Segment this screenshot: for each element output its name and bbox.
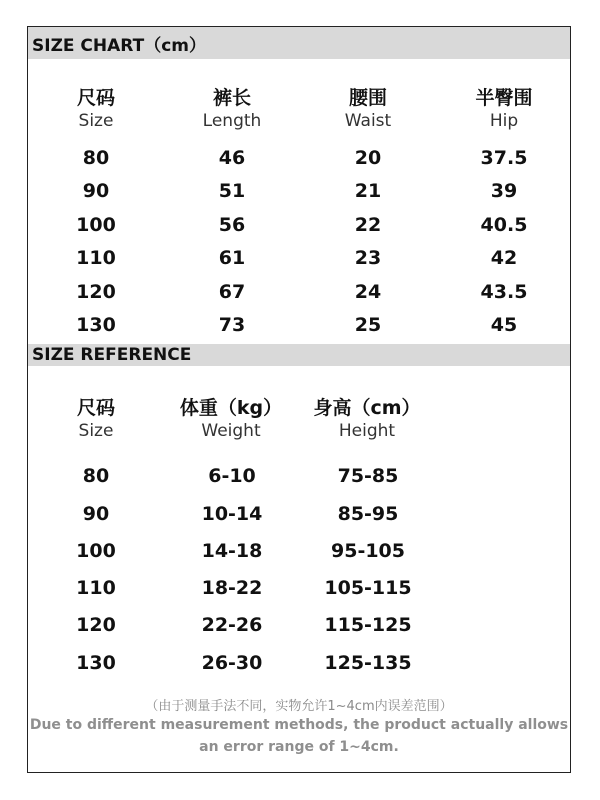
chart-header-hip-en: Hip (489, 111, 519, 131)
reference-cell: 95-105 (331, 540, 405, 562)
reference-cell: 90 (82, 503, 110, 525)
chart-cell: 39 (490, 180, 518, 202)
chart-cell: 80 (82, 147, 110, 169)
chart-header-size-en: Size (78, 111, 114, 131)
chart-cell: 100 (76, 214, 116, 236)
chart-cell: 40.5 (480, 214, 528, 236)
size-chart-card (27, 26, 571, 773)
chart-header-size-cn: 尺码 (76, 87, 116, 109)
chart-cell: 67 (218, 281, 246, 303)
chart-header-length-cn: 裤长 (212, 87, 252, 109)
measurement-note-cn: （由于测量手法不同，实物允许1~4cm内误差范围） (145, 699, 453, 714)
chart-cell: 23 (354, 247, 382, 269)
chart-cell: 22 (354, 214, 382, 236)
chart-cell: 130 (76, 314, 116, 336)
chart-header-hip-cn: 半臀围 (475, 87, 533, 109)
chart-cell: 21 (354, 180, 382, 202)
chart-cell: 37.5 (480, 147, 528, 169)
chart-cell: 42 (490, 247, 518, 269)
reference-cell: 14-18 (201, 540, 263, 562)
reference-cell: 26-30 (201, 652, 263, 674)
reference-header-weight-en: Weight (201, 421, 261, 441)
measurement-note-en-line1: Due to different measurement methods, the product actually allows (29, 717, 569, 733)
chart-cell: 110 (76, 247, 116, 269)
chart-cell: 120 (76, 281, 116, 303)
chart-cell: 25 (354, 314, 382, 336)
reference-cell: 6-10 (208, 465, 256, 487)
reference-cell: 22-26 (201, 614, 263, 636)
reference-header-weight-cn: 体重（kg） (179, 397, 283, 419)
chart-cell: 43.5 (480, 281, 528, 303)
reference-cell: 100 (76, 540, 116, 562)
chart-cell: 24 (354, 281, 382, 303)
reference-cell: 125-135 (324, 652, 412, 674)
reference-cell: 120 (76, 614, 116, 636)
chart-cell: 73 (218, 314, 246, 336)
chart-header-waist-en: Waist (344, 111, 392, 131)
reference-cell: 80 (82, 465, 110, 487)
reference-header-size-en: Size (78, 421, 114, 441)
measurement-note-en-line2: an error range of 1~4cm. (199, 739, 399, 755)
chart-cell: 56 (218, 214, 246, 236)
reference-header-height-en: Height (338, 421, 396, 441)
chart-header-length-en: Length (202, 111, 262, 131)
reference-cell: 130 (76, 652, 116, 674)
reference-cell: 85-95 (337, 503, 399, 525)
reference-cell: 75-85 (337, 465, 399, 487)
reference-header-size-cn: 尺码 (76, 397, 116, 419)
chart-cell: 61 (218, 247, 246, 269)
size-reference-title: SIZE REFERENCE (28, 344, 570, 366)
chart-cell: 90 (82, 180, 110, 202)
chart-cell: 46 (218, 147, 246, 169)
reference-cell: 105-115 (324, 577, 412, 599)
reference-cell: 18-22 (201, 577, 263, 599)
chart-cell: 45 (490, 314, 518, 336)
reference-cell: 10-14 (201, 503, 263, 525)
reference-header-height-cn: 身高（cm） (313, 397, 421, 419)
reference-cell: 115-125 (324, 614, 412, 636)
reference-cell: 110 (76, 577, 116, 599)
chart-cell: 20 (354, 147, 382, 169)
chart-cell: 51 (218, 180, 246, 202)
chart-header-waist-cn: 腰围 (348, 87, 388, 109)
size-chart-title: SIZE CHART（cm） (28, 27, 570, 59)
